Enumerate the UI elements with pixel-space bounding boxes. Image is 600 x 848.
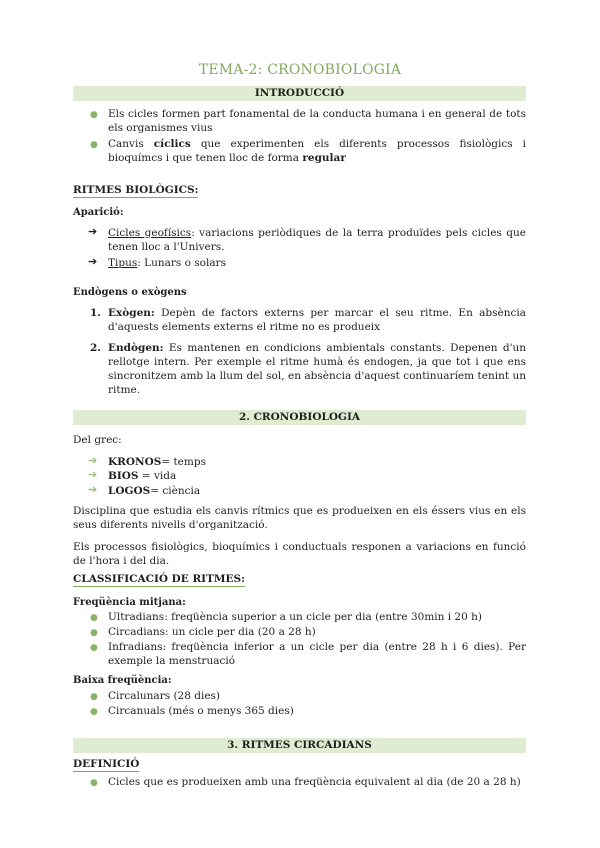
etym-bios: BIOS = vida (108, 470, 177, 482)
list-number: 2. (90, 342, 101, 354)
baixa-item-2: Circanuals (més o menys 365 dies) (108, 705, 294, 717)
baixa-item-1: Circalunars (28 dies) (108, 690, 221, 702)
arrow-right-icon: ➔ (88, 255, 98, 268)
arrow-right-icon: ➔ (88, 483, 98, 496)
arrow-right-icon: ➔ (88, 454, 98, 467)
intro-bullet-2: Canvis cíclics que experimenten els diferents processos fisiològics i bioquímcs i que tenen lloc de forma regular (108, 138, 526, 164)
bullet-icon: ● (90, 613, 98, 623)
heading-ritmes-biologics: RITMES BIOLÒGICS: (73, 184, 199, 196)
bullet-icon: ● (90, 692, 98, 702)
bullet-icon: ● (90, 628, 98, 638)
section-band-introduccio: INTRODUCCIÓ (73, 86, 526, 101)
section-band-ritmes-circadians: 3. RITMES CIRCADIANS (73, 738, 526, 753)
intro-bullet-1: Els cicles formen part fonamental de la conducta humana i en general de tots els organismes vius (108, 108, 526, 134)
subheading-aparicio: Aparició: (73, 207, 124, 218)
section-band-cronobiologia: 2. CRONOBIOLOGIA (73, 410, 526, 425)
subheading-baixa-frequencia: Baixa freqüència: (73, 675, 172, 686)
aparicio-item-2: Tipus: Lunars o solars (108, 257, 227, 269)
endogen-item: Endògen: Es mantenen en condicions ambientals constants. Depenen d'un rellotge intern. Per exemple el ritme humà és endogen, ja que tot i que ens sincronitzem amb la llum del sol, en absència d'aquest continuaríem tenint un ritme. (108, 342, 526, 396)
etym-logos: LOGOS= ciència (108, 485, 201, 497)
etym-kronos: KRONOS= temps (108, 456, 206, 468)
arrow-right-icon: ➔ (88, 225, 98, 238)
mitjana-item-1: Ultradians: freqüència superior a un cicle per dia (entre 30min i 20 h) (108, 611, 482, 623)
bullet-icon: ● (90, 643, 98, 653)
heading-definicio: DEFINICIÓ (73, 758, 140, 770)
aparicio-item-1: Cicles geofísics: variacions periòdiques de la terra produïdes pels cicles que tenen lloc a l'Univers. (108, 227, 527, 253)
subheading-endogens-exogens: Endògens o exògens (73, 287, 187, 298)
del-grec: Del grec: (73, 434, 122, 446)
bullet-icon: ● (90, 110, 98, 120)
exogen-item: Exògen: Depèn de factors externs per marcar el seu ritme. En absència d'aquests elements externs el ritme no es produeix (108, 307, 526, 333)
mitjana-item-3: Infradians: freqüència inferior a un cicle per dia (entre 28 h i 6 dies). Per exemple la menstruació (108, 641, 526, 667)
bullet-icon: ● (90, 140, 98, 150)
bullet-icon: ● (90, 778, 98, 788)
arrow-right-icon: ➔ (88, 468, 98, 481)
subheading-frequencia-mitjana: Freqüència mitjana: (73, 597, 186, 608)
crono-paragraph-1: Disciplina que estudia els canvis rítmics que es produeixen en els éssers vius en els seus diferents nivells d'organització. (73, 505, 526, 531)
list-number: 1. (90, 307, 101, 319)
heading-classificacio: CLASSIFICACIÓ DE RITMES: (73, 573, 245, 585)
bullet-icon: ● (90, 707, 98, 717)
definicio-item-1: Cicles que es produeixen amb una freqüència equivalent al dia (de 20 a 28 h) (108, 776, 521, 788)
page-title: TEMA-2: CRONOBIOLOGIA (198, 62, 402, 78)
crono-paragraph-2: Els processos fisiològics, bioquímics i conductuals responen a variacions en funció de l'hora i del dia. (73, 541, 526, 567)
mitjana-item-2: Circadians: un cicle per dia (20 a 28 h) (108, 626, 316, 638)
